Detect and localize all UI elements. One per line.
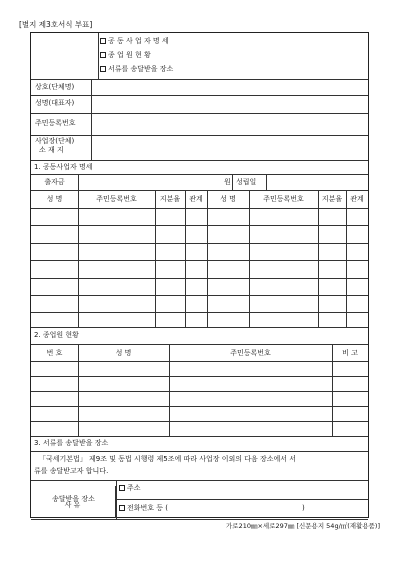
col-number: 번 호 <box>46 349 63 357</box>
checkbox-icon[interactable] <box>119 485 125 491</box>
checkbox-icon[interactable] <box>100 66 106 72</box>
col-remarks: 비 고 <box>342 349 358 357</box>
delivery-place-label: 송달받을 장소 <box>52 495 95 503</box>
phone-close-paren: ) <box>302 504 305 512</box>
form-label: [별지 제3호서식 부표] <box>19 20 93 29</box>
title-item-3: 서류를 송달받을 장소 <box>100 65 173 74</box>
title-item-2: 종 업 원 현 황 <box>100 51 151 60</box>
col-emp-name: 성 명 <box>115 349 132 357</box>
col-share-1: 지분율 <box>159 195 181 203</box>
col-emp-reg: 주민등록번호 <box>230 349 271 357</box>
start-date-label: 성립일 <box>236 178 257 186</box>
col-name-1: 성 명 <box>46 195 63 203</box>
section1-title: 1. 공동사업자 명세 <box>34 163 93 171</box>
checkbox-icon[interactable] <box>119 505 125 511</box>
location-label: 소 재 지 <box>39 146 64 154</box>
business-place-label: 사업장(단체) <box>35 137 75 145</box>
checkbox-icon[interactable] <box>100 52 106 58</box>
section3-desc-line2: 류를 송달받고자 합니다. <box>34 467 109 475</box>
col-share-2: 지분율 <box>321 195 343 203</box>
checkbox-icon[interactable] <box>100 38 106 44</box>
title-item-1: 공 동 사 업 자 명 세 <box>100 37 169 46</box>
section3-title: 3. 서류를 송달받을 장소 <box>34 439 109 447</box>
section3-desc-line1: 「국세기본법」 제9조 및 동법 시행령 제5조에 따라 사업장 이외의 다음 장소에서 서 <box>39 455 297 463</box>
paper-spec: 가로210㎜×세로297㎜ [신문용지 54g/㎡(재활용품)] <box>226 522 380 530</box>
address-option: 주소 <box>119 484 141 493</box>
col-reg-2: 주민등록번호 <box>263 195 304 203</box>
col-relation-1: 관계 <box>189 195 203 203</box>
representative-label: 성명(대표자) <box>35 99 75 107</box>
investment-label: 출자금 <box>44 178 65 186</box>
phone-option: 전화번호 등 ( <box>119 504 168 513</box>
company-name-label: 상호(단체명) <box>35 83 75 91</box>
form-frame <box>30 32 369 518</box>
col-name-2: 성 명 <box>220 195 236 203</box>
reason-label: 사 유 <box>64 501 81 509</box>
section2-title: 2. 종업원 현황 <box>34 331 79 339</box>
registration-number-label: 주민등록번호 <box>35 119 76 127</box>
col-reg-1: 주민등록번호 <box>96 195 137 203</box>
won-unit: 원 <box>224 178 231 186</box>
col-relation-2: 관계 <box>350 195 364 203</box>
